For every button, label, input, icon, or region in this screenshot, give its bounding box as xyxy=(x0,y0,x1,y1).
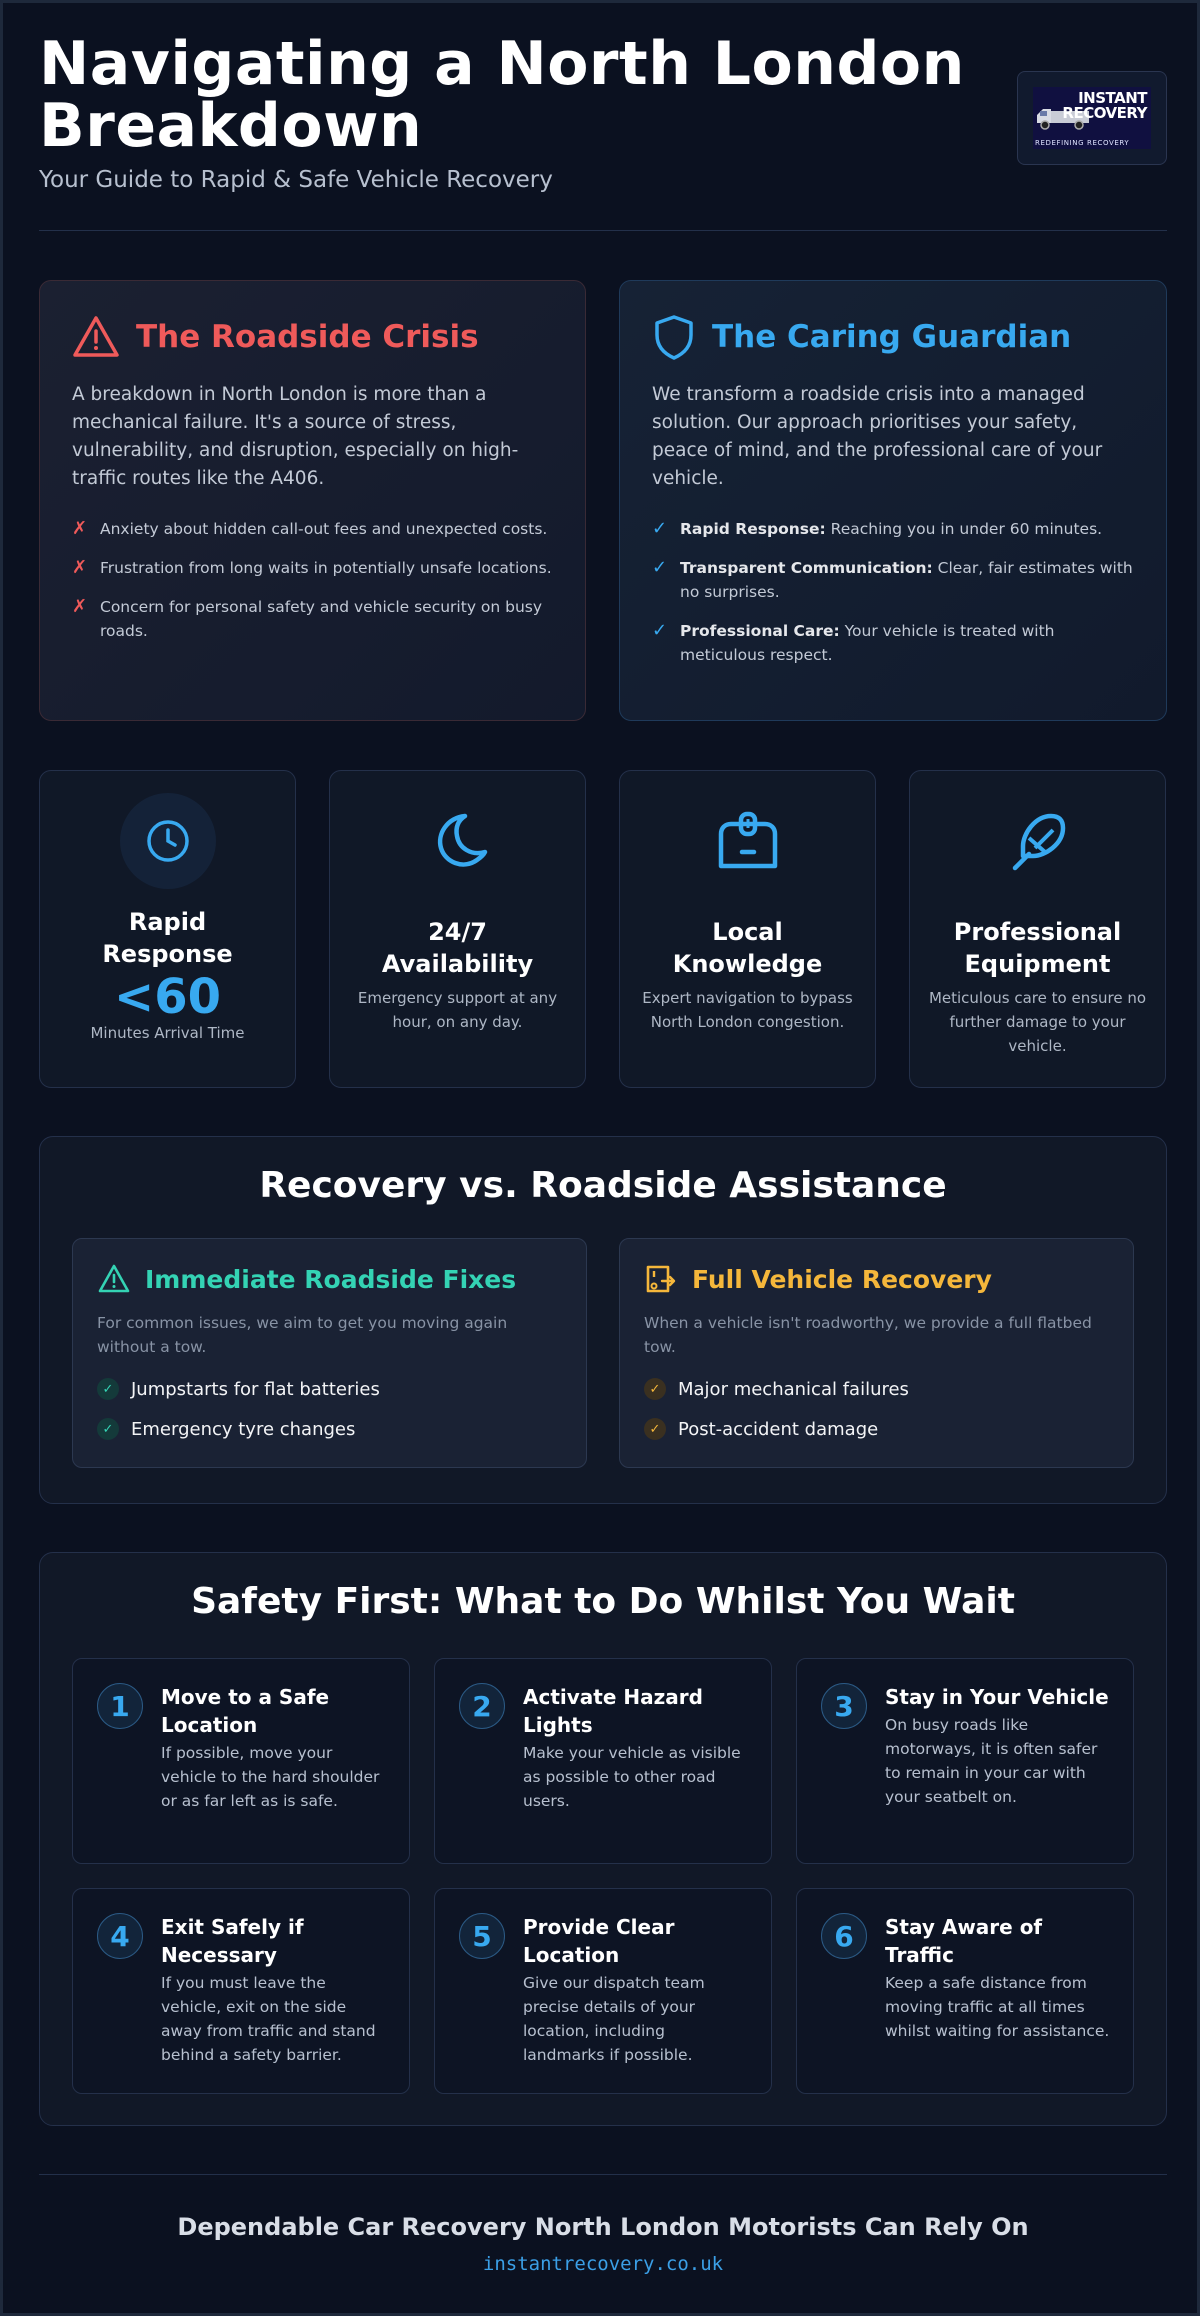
feature-rapid-response xyxy=(39,770,296,1088)
feature-desc: Expert navigation to bypass North London congestion. xyxy=(642,989,853,1031)
safety-step xyxy=(796,1658,1134,1864)
step-text: Make your vehicle as visible as possible to other road users. xyxy=(523,1744,741,1810)
divider xyxy=(39,2174,1167,2175)
step-text: If you must leave the vehicle, exit on the side away from traffic and stand behind a safety barrier. xyxy=(161,1974,376,2064)
step-number: 1 xyxy=(97,1683,143,1729)
comparison-title: Recovery vs. Roadside Assistance xyxy=(259,1165,947,1206)
header xyxy=(39,29,1167,231)
step-title: Move to a Safe Location xyxy=(161,1685,330,1737)
recovery-title: Full Vehicle Recovery xyxy=(692,1264,992,1294)
tools-icon xyxy=(990,793,1086,889)
check-icon: ✓ xyxy=(644,1418,666,1440)
step-text: Keep a safe distance from moving traffic at all times whilst waiting for assistance. xyxy=(885,1974,1110,2040)
step-text: On busy roads like motorways, it is often safer to remain in your car with your seatbelt on. xyxy=(885,1716,1098,1806)
shield-icon xyxy=(652,313,696,361)
feature-local-knowledge xyxy=(619,770,876,1088)
page-subtitle: Your Guide to Rapid & Safe Vehicle Recovery xyxy=(39,167,553,193)
logo xyxy=(1017,71,1167,165)
step-title: Stay in Your Vehicle xyxy=(885,1685,1109,1709)
divider xyxy=(39,230,1167,231)
list-item: ✓ Post-accident damage xyxy=(644,1409,1109,1449)
step-number: 2 xyxy=(459,1683,505,1729)
safety-title: Safety First: What to Do Whilst You Wait xyxy=(191,1581,1015,1622)
check-icon: ✓ xyxy=(97,1418,119,1440)
step-number: 4 xyxy=(97,1913,143,1959)
comparison-panel xyxy=(39,1136,1167,1504)
safety-step xyxy=(434,1658,772,1864)
step-text: Give our dispatch team precise details of your location, including landmarks if possible. xyxy=(523,1974,705,2064)
crisis-list xyxy=(72,517,553,643)
recovery-truck-icon xyxy=(644,1263,678,1295)
step-number: 3 xyxy=(821,1683,867,1729)
roadside-fixes-card xyxy=(72,1238,587,1468)
feature-title: Local Knowledge xyxy=(672,918,823,978)
check-icon: ✓ xyxy=(97,1378,119,1400)
guardian-title: The Caring Guardian xyxy=(712,319,1072,355)
safety-step xyxy=(72,1658,410,1864)
safety-step xyxy=(434,1888,772,2094)
map-toolbox-icon xyxy=(700,793,796,889)
crisis-title: The Roadside Crisis xyxy=(136,319,479,355)
cross-icon: ✗ xyxy=(72,557,88,578)
roadside-crisis-card xyxy=(39,280,586,721)
list-item: ✗ Frustration from long waits in potentially unsafe locations. xyxy=(72,557,552,578)
roadside-desc: For common issues, we aim to get you moving again without a tow. xyxy=(97,1314,508,1356)
feature-availability xyxy=(329,770,586,1088)
step-number: 5 xyxy=(459,1913,505,1959)
list-item: ✓ Rapid Response: Reaching you in under 60 minutes. xyxy=(652,518,1103,539)
full-recovery-card xyxy=(619,1238,1134,1468)
feature-title: 24/7 Availability xyxy=(381,918,534,978)
step-title: Activate Hazard Lights xyxy=(523,1685,703,1737)
check-icon: ✓ xyxy=(652,620,668,641)
roadside-title: Immediate Roadside Fixes xyxy=(145,1264,517,1294)
feature-title: Rapid Response xyxy=(102,908,233,968)
warning-icon xyxy=(97,1263,131,1295)
step-number: 6 xyxy=(821,1913,867,1959)
website-link[interactable]: instantrecovery.co.uk xyxy=(482,2253,724,2275)
list-item: ✓ Transparent Communication: Clear, fair estimates with no surprises. xyxy=(652,556,1134,604)
list-item: ✗ Anxiety about hidden call-out fees and unexpected costs. xyxy=(72,518,548,539)
cross-icon: ✗ xyxy=(72,596,88,617)
logo-image: INSTANT RECOVERY REDEFINING RECOVERY xyxy=(1033,87,1151,149)
list-item: ✗ Concern for personal safety and vehicle security on busy roads. xyxy=(72,595,553,643)
list-item: ✓ Major mechanical failures xyxy=(644,1369,1109,1409)
step-title: Provide Clear Location xyxy=(523,1915,675,1967)
clock-icon xyxy=(120,793,216,889)
check-icon: ✓ xyxy=(652,518,668,539)
check-icon: ✓ xyxy=(644,1378,666,1400)
feature-professional-equipment xyxy=(909,770,1166,1088)
recovery-desc: When a vehicle isn't roadworthy, we provide a full flatbed tow. xyxy=(644,1314,1092,1356)
check-icon: ✓ xyxy=(652,557,668,578)
crisis-body: A breakdown in North London is more than a mechanical failure. It's a source of stress, vulnerability, and disruption, especially on high-traffic routes like the A406. xyxy=(72,384,519,489)
moon-icon xyxy=(410,793,506,889)
cross-icon: ✗ xyxy=(72,518,88,539)
safety-step xyxy=(72,1888,410,2094)
step-text: If possible, move your vehicle to the hard shoulder or as far left as is safe. xyxy=(161,1744,380,1810)
arrival-time-value: <60 xyxy=(113,969,221,1025)
footer-title: Dependable Car Recovery North London Motorists Can Rely On xyxy=(177,2213,1029,2241)
feature-desc: Emergency support at any hour, on any day. xyxy=(357,989,558,1031)
guardian-list xyxy=(652,517,1134,667)
list-item: ✓ Emergency tyre changes xyxy=(97,1409,562,1449)
feature-title: Professional Equipment xyxy=(953,918,1122,978)
list-item: ✓ Jumpstarts for flat batteries xyxy=(97,1369,562,1409)
safety-step xyxy=(796,1888,1134,2094)
page-title: Navigating a North London Breakdown xyxy=(39,29,965,161)
list-item: ✓ Professional Care: Your vehicle is treated with meticulous respect. xyxy=(652,619,1134,667)
feature-desc: Minutes Arrival Time xyxy=(90,1024,245,1042)
safety-panel xyxy=(39,1552,1167,2126)
step-title: Stay Aware of Traffic xyxy=(885,1915,1043,1967)
step-title: Exit Safely if Necessary xyxy=(161,1915,304,1967)
warning-icon xyxy=(72,313,120,361)
feature-desc: Meticulous care to ensure no further damage to your vehicle. xyxy=(928,989,1147,1055)
caring-guardian-card xyxy=(619,280,1167,721)
guardian-body: We transform a roadside crisis into a managed solution. Our approach prioritises your safety, peace of mind, and the professional care of your vehicle. xyxy=(652,384,1103,489)
